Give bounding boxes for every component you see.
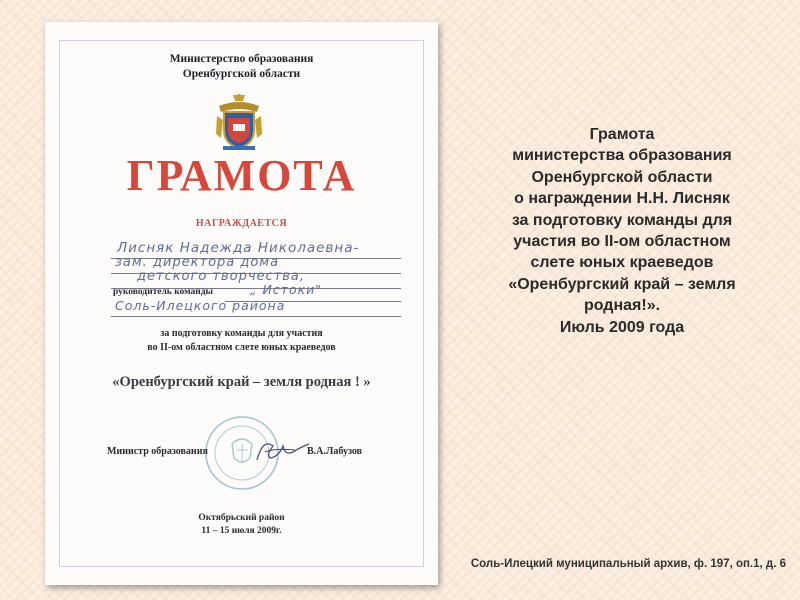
- reason-line-2: во II-ом областном слете юных краеведов: [147, 342, 336, 353]
- team-leader-label: руководитель команды: [113, 287, 213, 297]
- district-name: Соль-Илецкого района: [115, 298, 286, 313]
- signature-icon: [253, 434, 313, 468]
- caption-line: Грамота: [589, 126, 655, 143]
- certificate-title: ГРАМОТА: [126, 151, 357, 200]
- caption-line: родная!».: [583, 297, 661, 315]
- caption-line: «Оренбургский край – земля: [508, 275, 736, 293]
- team-name: „ Истоки": [250, 282, 323, 297]
- caption-line: за подготовку команды для: [511, 211, 733, 229]
- certificate-ministry: [45, 52, 438, 82]
- place-line: Октябрьский район: [198, 513, 285, 523]
- certificate-photo: [45, 22, 438, 585]
- caption-line: Оренбургской области: [531, 168, 713, 186]
- source-note: Соль-Илецкий муниципальный архив, ф. 197, оп.1, д. 6: [470, 558, 786, 570]
- signatory-title: Министр образования: [107, 446, 208, 457]
- recipient-position: зам. директора дома: [115, 255, 280, 270]
- caption-line: слете юных краеведов: [530, 254, 714, 272]
- recipient-name: Лисняк Надежда Николаевна-: [117, 240, 360, 256]
- dates-line: 11 – 15 июля 2009г.: [201, 526, 282, 536]
- caption-line: Июль 2009 года: [559, 318, 685, 336]
- caption-line: о награждении Н.Н. Лисняк: [514, 190, 730, 208]
- awarded-label: НАГРАЖДАЕТСЯ: [195, 218, 288, 229]
- ministry-line-2: Оренбургской области: [182, 68, 301, 80]
- coat-of-arms-icon: [215, 92, 263, 152]
- recipient-organization: детского творчества,: [137, 269, 306, 284]
- certificate-place-date: [45, 512, 438, 538]
- award-reason: [45, 327, 438, 355]
- reason-line-1: за подготовку команды для участия: [160, 328, 323, 339]
- ministry-line-1: Министерство образования: [169, 53, 314, 65]
- caption-line: министерства образования: [512, 147, 732, 165]
- caption-line: участия во II-ом областном: [513, 233, 731, 251]
- signatory-name: В.А.Лабузов: [307, 446, 363, 457]
- event-name: «Оренбургский край – земля родная ! »: [112, 374, 371, 390]
- slide-caption: [472, 124, 772, 338]
- underline-5: [111, 316, 401, 317]
